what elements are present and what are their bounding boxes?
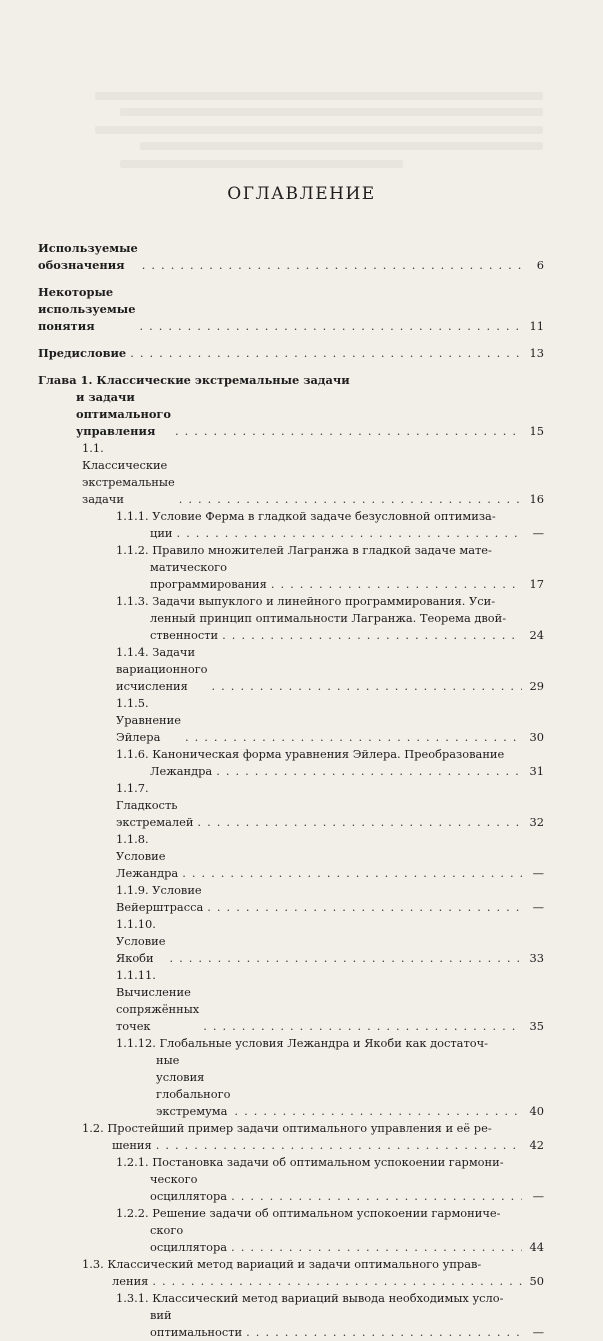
toc-page-number: 32 [529,815,544,829]
leader-dots [203,1018,522,1035]
toc-entry-title: 1.1.9. Условие Вейерштрасса [116,883,204,914]
toc-entry [38,284,544,335]
bleed-through-line [120,108,543,116]
toc-page-number: 24 [529,628,544,642]
toc-entry [38,1035,544,1120]
leader-dots [177,525,522,542]
leader-dots [142,257,522,274]
leader-dots [130,345,522,362]
toc-entry [38,916,544,967]
toc-entry-title: Некоторые используемые понятия [38,285,136,333]
toc-entry [38,1120,544,1154]
toc-entry-title: ции [150,526,173,540]
toc-entry [38,1154,544,1205]
bleed-through-line [95,126,543,134]
toc-page-number: 42 [529,1138,544,1152]
toc-entry-title: шения [112,1138,152,1152]
toc-page-number: 44 [529,1240,544,1254]
leader-dots [231,1188,522,1205]
toc-entry [38,593,544,644]
leader-dots [207,899,522,916]
bleed-through-line [140,142,543,150]
leader-dots [216,763,522,780]
toc-page-number: — [532,526,544,540]
toc-entry [38,780,544,831]
leader-dots [182,865,522,882]
toc-page-number: 29 [529,679,544,693]
toc-entry-title: 1.1.10. Условие Якоби [116,917,166,965]
toc-entry-title: 1.1. Классические экстремальные задачи [82,441,175,506]
toc-entry-title: 1.1.5. Уравнение Эйлера [116,696,181,744]
leader-dots [156,1137,522,1154]
toc-entry-title-line1: 1.3. Классический метод вариаций и задачи оптимального управ- [82,1257,482,1271]
leader-dots [197,814,522,831]
toc-entry-title-line1: 1.1.12. Глобальные условия Лежандра и Якоби как достаточ- [116,1036,489,1050]
toc-entry-title-line1: 1.3.1. Классический метод вариаций вывода необходимых усло- [116,1291,504,1305]
toc-entry-title: ственности [150,628,219,642]
toc-page-number: — [532,900,544,914]
toc-page-number: 33 [529,951,544,965]
toc-page-number: 17 [529,577,544,591]
bleed-through-line [95,92,543,100]
toc-entry [38,542,544,593]
toc-entry-title-line1: 1.2. Простейший пример задачи оптимального управления и её ре- [82,1121,492,1135]
toc-entry-title-line1: Глава 1. Классические экстремальные задачи [38,373,350,387]
leader-dots [179,491,522,508]
toc-entry [38,1290,544,1341]
toc-entry-title: Предисловие [38,346,127,360]
leader-dots [139,318,522,335]
toc-entry-title: 1.1.4. Задачи вариационного исчисления [116,645,208,693]
toc-page-number: 30 [529,730,544,744]
toc-page-number: 35 [529,1019,544,1033]
toc-page-number: 13 [529,346,544,360]
toc-page-number: — [532,866,544,880]
leader-dots [231,1239,522,1256]
toc-entry-chapter [38,372,544,440]
toc-entry-title: Используемые обозначения [38,241,138,272]
toc-entry [38,508,544,542]
toc-entry-title: 1.1.7. Гладкость экстремалей [116,781,194,829]
toc-entry-title: и задачи оптимального управления [76,390,171,438]
toc-entry-title: ческого осциллятора [150,1172,228,1203]
toc-entry-title: матического программирования [150,560,267,591]
toc-entry [38,345,544,362]
leader-dots [175,423,522,440]
toc-entry [38,240,544,274]
toc-entry-title: вий оптимальности [150,1308,243,1339]
toc-entry [38,695,544,746]
toc-page-number: 50 [529,1274,544,1288]
toc-entry-title: 1.1.8. Условие Лежандра [116,832,179,880]
toc-page-number: — [532,1325,544,1339]
toc-entry [38,440,544,508]
toc-entry-title-line2: ленный принцип оптимальности Лагранжа. Теорема двой- [150,611,507,625]
toc-entry [38,1205,544,1256]
toc-page-number: — [532,1189,544,1203]
toc-entry-title-line1: 1.2.2. Решение задачи об оптимальном успокоении гармониче- [116,1206,501,1220]
bleed-through-line [120,160,403,168]
leader-dots [185,729,522,746]
toc-entry-title-line1: 1.1.3. Задачи выпуклого и линейного программирования. Уси- [116,594,496,608]
toc-page-number: 31 [529,764,544,778]
page-title: ОГЛАВЛЕНИЕ [227,184,376,204]
toc-entry [38,644,544,695]
toc-entry-title-line1: 1.1.2. Правило множителей Лагранжа в гладкой задаче мате- [116,543,492,557]
toc-entry [38,1256,544,1290]
toc-entry [38,882,544,916]
leader-dots [212,678,522,695]
leader-dots [169,950,522,967]
leader-dots [246,1324,522,1341]
toc-entry-title-line1: 1.1.1. Условие Ферма в гладкой задаче безусловной оптимиза- [116,509,496,523]
toc-entry [38,746,544,780]
leader-dots [271,576,522,593]
table-of-contents [38,240,544,1341]
toc-page-number: 40 [529,1104,544,1118]
toc-entry-title: ского осциллятора [150,1223,228,1254]
toc-entry-title-line1: 1.1.6. Каноническая форма уравнения Эйлера. Преобразование [116,747,505,761]
toc-entry [38,967,544,1035]
toc-entry-title: ления [112,1274,149,1288]
toc-entry-title: ные условия глобального экстремума [156,1053,231,1118]
leader-dots [152,1273,522,1290]
toc-entry-title: 1.1.11. Вычисление сопряжённых точек [116,968,200,1033]
toc-page-number: 11 [529,319,544,333]
leader-dots [234,1103,522,1120]
toc-page-number: 16 [529,492,544,506]
toc-page-number: 15 [529,424,544,438]
toc-page-number: 6 [536,258,544,272]
leader-dots [222,627,522,644]
toc-entry [38,831,544,882]
toc-entry-title-line1: 1.2.1. Постановка задачи об оптимальном успокоении гармони- [116,1155,504,1169]
toc-entry-title: Лежандра [150,764,213,778]
